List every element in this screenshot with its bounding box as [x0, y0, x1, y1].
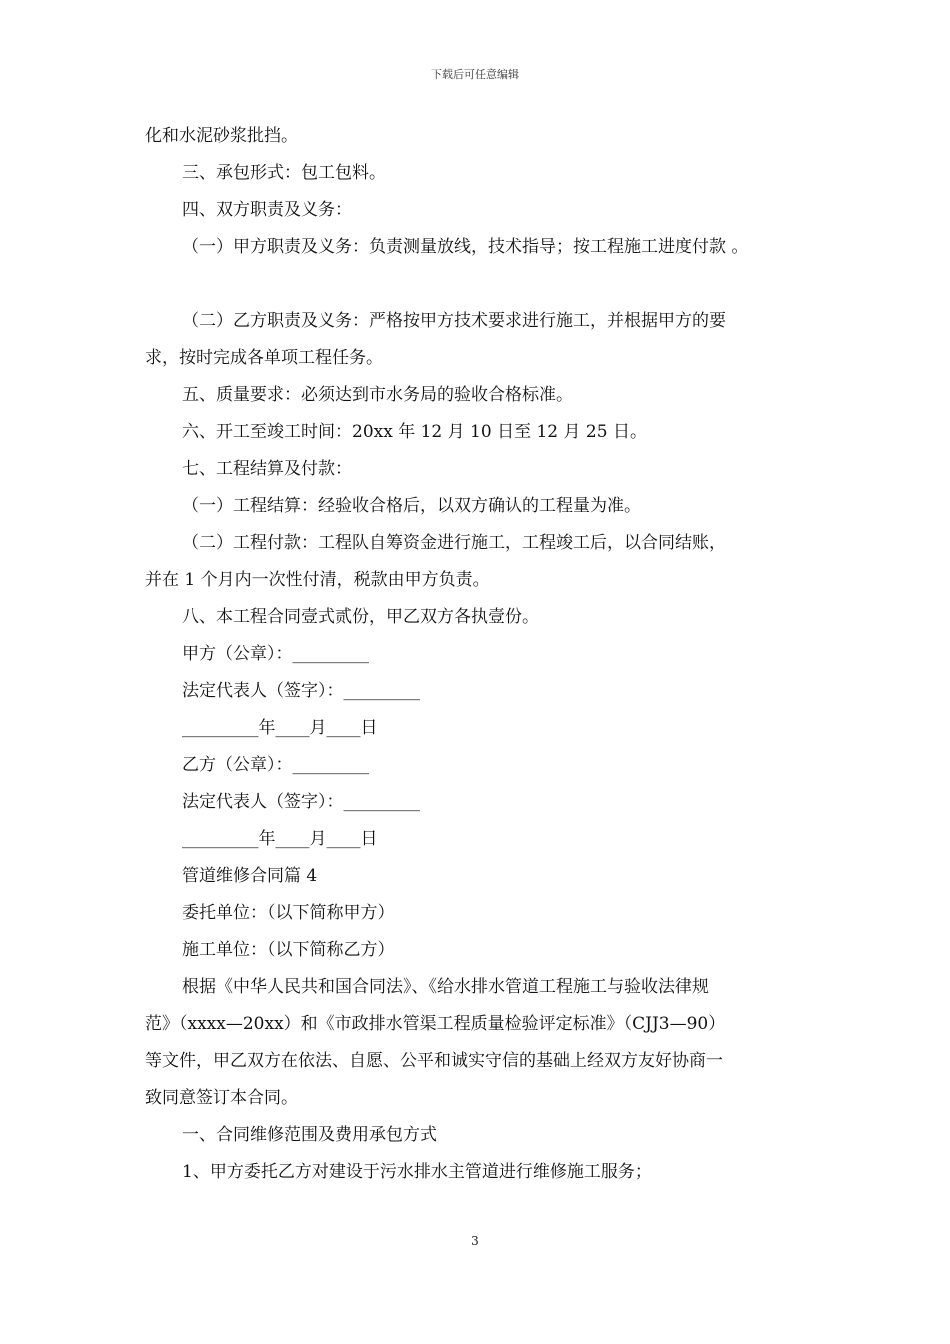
signature-field: 法定代表人（签字）：_________ — [182, 792, 420, 812]
document-body — [145, 118, 825, 1191]
section-title: 管道维修合同篇 4 — [182, 866, 318, 886]
text-line: （一）工程结算：经验收合格后，以双方确认的工程量为准。 — [182, 496, 641, 516]
text-line: 五、质量要求：必须达到市水务局的验收合格标准。 — [182, 385, 573, 405]
text-line: （一）甲方职责及义务：负责测量放线，技术指导；按工程施工进度付款 。 — [182, 237, 749, 257]
text-line: 根据《中华人民共和国合同法》、《给水排水管道工程施工与验收法律规 — [182, 977, 709, 997]
text-line: 七、工程结算及付款： — [182, 459, 352, 479]
text-line: 一、合同维修范围及费用承包方式 — [182, 1125, 437, 1145]
text-line: 八、本工程合同壹式贰份，甲乙双方各执壹份。 — [182, 607, 539, 627]
blank-line — [145, 266, 825, 303]
text-line: 等文件，甲乙双方在依法、自愿、公平和诚实守信的基础上经双方友好协商一 — [145, 1051, 723, 1071]
text-line: 委托单位：（以下简称甲方） — [182, 903, 395, 923]
signature-field: 法定代表人（签字）：_________ — [182, 681, 420, 701]
text-line: 范》（xxxx—20xx）和《市政排水管渠工程质量检验评定标准》（CJJ3—90） — [145, 1014, 726, 1034]
page-header: 下载后可任意编辑 — [431, 68, 519, 81]
date-field: _________年____月____日 — [182, 718, 378, 738]
text-line: （二）工程付款：工程队自筹资金进行施工，工程竣工后，以合同结账， — [182, 533, 726, 553]
page-number: 3 — [471, 1234, 479, 1248]
text-line: 六、开工至竣工时间：20xx 年 12 月 10 日至 12 月 25 日。 — [182, 422, 647, 442]
date-field: _________年____月____日 — [182, 829, 378, 849]
text-line: 致同意签订本合同。 — [145, 1088, 298, 1108]
text-line: （二）乙方职责及义务：严格按甲方技术要求进行施工，并根据甲方的要 — [182, 311, 726, 331]
text-line: 化和水泥砂浆批挡。 — [145, 126, 298, 146]
signature-field: 乙方（公章）：_________ — [182, 755, 369, 775]
text-line: 三、承包形式：包工包料。 — [182, 163, 386, 183]
text-line: 1、甲方委托乙方对建设于污水排水主管道进行维修施工服务； — [182, 1162, 652, 1182]
text-line: 求，按时完成各单项工程任务。 — [145, 348, 383, 368]
text-line: 施工单位：（以下简称乙方） — [182, 940, 395, 960]
signature-field: 甲方（公章）：_________ — [182, 644, 369, 664]
text-line: 并在 1 个月内一次性付清，税款由甲方负责。 — [145, 570, 490, 590]
text-line: 四、双方职责及义务： — [182, 200, 352, 220]
